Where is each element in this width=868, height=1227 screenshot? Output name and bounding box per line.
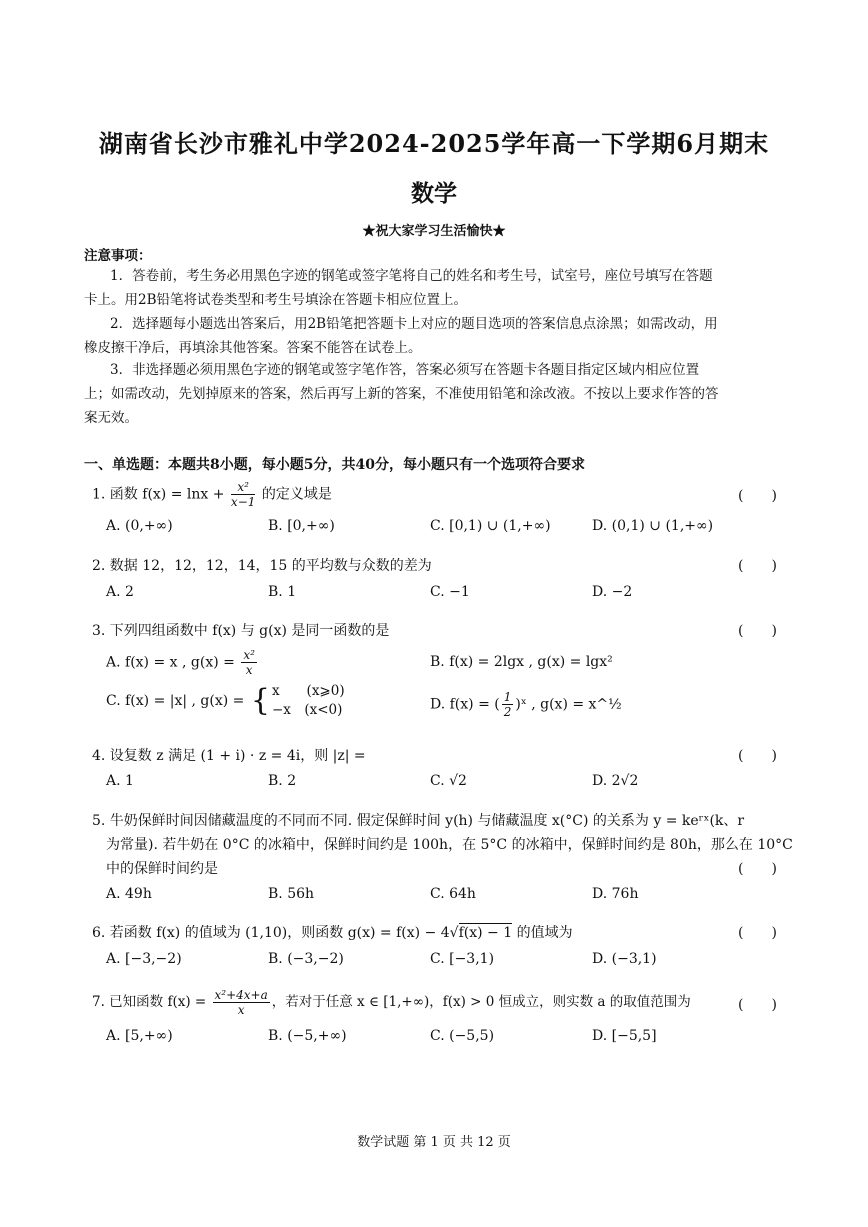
q2-option-b: B. 1 bbox=[268, 584, 297, 600]
q3-option-d: D. f(x) = ( $\frac{1}{2}$ )ˣ , g(x) = x^½ bbox=[430, 690, 622, 719]
q6-option-b: B. (−3,−2) bbox=[268, 951, 344, 967]
q2-option-c: C. −1 bbox=[430, 584, 470, 600]
fraction: $\frac{\text{x²}}{x}$ bbox=[243, 648, 255, 677]
question-4-stem: 4. 设复数 z 满足 (1 + i) · z = 4i，则 |z| = bbox=[92, 748, 366, 764]
q7-option-d: D. [−5,5] bbox=[592, 1028, 657, 1044]
question-1-stem: 1. 函数 f(x) = lnx + $\frac{\text{x²}}{x-1}$ 的定义域是 bbox=[92, 480, 332, 509]
question-5-line2: 为常量). 若牛奶在 0°C 的冰箱中，保鲜时间约是 100h，在 5°C 的冰箱中，保鲜时间约是 80h，那么在 10°C bbox=[106, 837, 793, 853]
q2-option-d: D. −2 bbox=[592, 584, 633, 600]
q2-option-a: A. 2 bbox=[106, 584, 134, 600]
notice-item-1 bbox=[84, 264, 784, 312]
q6-option-d: D. (−3,1) bbox=[592, 951, 657, 967]
fraction: $\frac{\text{x²}}{x-1}$ bbox=[230, 480, 256, 509]
notice-item-1-line1: 1．答卷前，考生务必用黑色字迹的钢笔或签字笔将自己的姓名和考生号，试室号，座位号填写在答题 bbox=[110, 268, 713, 284]
notice-item-1-line2: 卡上。用2B铅笔将试卷类型和考生号填涂在答题卡相应位置上。 bbox=[84, 292, 468, 308]
left-brace: { bbox=[250, 683, 270, 718]
q3-option-c: C. f(x) = |x| , g(x) = { x (x⩾0) −x (x<0) bbox=[106, 683, 345, 718]
question-5-line1: 5. 牛奶保鲜时间因储藏温度的不同而不同. 假定保鲜时间 y(h) 与储藏温度 x(°C) 的关系为 y = keʳˣ(k、r bbox=[92, 813, 745, 829]
q5-option-a: A. 49h bbox=[106, 886, 152, 902]
q7-option-b: B. (−5,+∞) bbox=[268, 1028, 347, 1044]
answer-paren: ( ) bbox=[738, 558, 777, 574]
radicand: f(x) − 1 bbox=[458, 925, 513, 941]
exam-title: 湖南省长沙市雅礼中学2024-2025学年高一下学期6月期末 bbox=[98, 129, 770, 158]
question-2-stem: 2. 数据 12，12，12，14，15 的平均数与众数的差为 bbox=[92, 558, 432, 574]
answer-paren: ( ) bbox=[738, 488, 777, 504]
q4-option-d: D. 2√2 bbox=[592, 773, 639, 789]
question-7-stem: 7. 已知函数 f(x) = $\frac{\text{x²+4x+a}}{x}$ ，若对于任意 x ∈ [1,+∞)，f(x) > 0 恒成立，则实数 a 的取值范围为 bbox=[92, 988, 691, 1017]
notice-item-3 bbox=[84, 358, 784, 430]
answer-paren: ( ) bbox=[738, 748, 777, 764]
q7-option-c: C. (−5,5) bbox=[430, 1028, 495, 1044]
answer-paren: ( ) bbox=[738, 925, 777, 941]
notice-item-3-line2: 上；如需改动，先划掉原来的答案，然后再写上新的答案，不准使用铅笔和涂改液。不按以上要求作答的答 bbox=[84, 386, 719, 402]
answer-paren: ( ) bbox=[738, 861, 777, 877]
notice-item-3-line1: 3．非选择题必须用黑色字迹的钢笔或签字笔作答，答案必须写在答题卡各题目指定区域内相应位置 bbox=[110, 362, 700, 378]
question-5-line3: 中的保鲜时间约是 bbox=[106, 861, 218, 877]
q1-option-b: B. [0,+∞) bbox=[268, 518, 335, 534]
q3-option-a: A. f(x) = x , g(x) = $\frac{\text{x²}}{x}$ bbox=[106, 648, 255, 677]
notice-heading: 注意事项： bbox=[84, 248, 152, 264]
q5-option-d: D. 76h bbox=[592, 886, 639, 902]
q3-option-b: B. f(x) = 2lgx , g(x) = lgx² bbox=[430, 654, 613, 670]
question-3-stem: 3. 下列四组函数中 f(x) 与 g(x) 是同一函数的是 bbox=[92, 623, 390, 639]
q1-option-c: C. [0,1) ∪ (1,+∞) bbox=[430, 518, 551, 534]
q5-option-c: C. 64h bbox=[430, 886, 476, 902]
q4-option-b: B. 2 bbox=[268, 773, 297, 789]
q1-option-a: A. (0,+∞) bbox=[106, 518, 173, 534]
section-heading: 一、单选题：本题共8小题，每小题5分，共40分，每小题只有一个选项符合要求 bbox=[84, 457, 585, 473]
notice-item-2 bbox=[84, 312, 784, 360]
q4-option-a: A. 1 bbox=[106, 773, 134, 789]
subject-title: 数学 bbox=[411, 180, 457, 207]
question-6-stem: 6. 若函数 f(x) 的值域为 (1,10)，则函数 g(x) = f(x) − 4√f(x) − 1 的值域为 bbox=[92, 925, 573, 941]
q6-option-a: A. [−3,−2) bbox=[106, 951, 182, 967]
answer-paren: ( ) bbox=[738, 997, 777, 1013]
q6-option-c: C. [−3,1) bbox=[430, 951, 495, 967]
page-footer: 数学试题 第 1 页 共 12 页 bbox=[357, 1135, 511, 1150]
q7-option-a: A. [5,+∞) bbox=[106, 1028, 173, 1044]
q5-option-b: B. 56h bbox=[268, 886, 315, 902]
q4-option-c: C. √2 bbox=[430, 773, 467, 789]
motto: ★祝大家学习生活愉快★ bbox=[362, 224, 506, 239]
fraction: $\frac{\text{x²+4x+a}}{x}$ bbox=[214, 988, 268, 1017]
notice-item-2-line1: 2．选择题每小题选出答案后，用2B铅笔把答题卡上对应的题目选项的答案信息点涂黑；如需改动，用 bbox=[110, 316, 718, 332]
notice-item-2-line2: 橡皮擦干净后，再填涂其他答案。答案不能答在试卷上。 bbox=[84, 340, 422, 356]
fraction: $\frac{1}{2}$ bbox=[503, 690, 512, 719]
q1-option-d: D. (0,1) ∪ (1,+∞) bbox=[592, 518, 714, 534]
answer-paren: ( ) bbox=[738, 623, 777, 639]
notice-item-3-line3: 案无效。 bbox=[84, 410, 138, 426]
